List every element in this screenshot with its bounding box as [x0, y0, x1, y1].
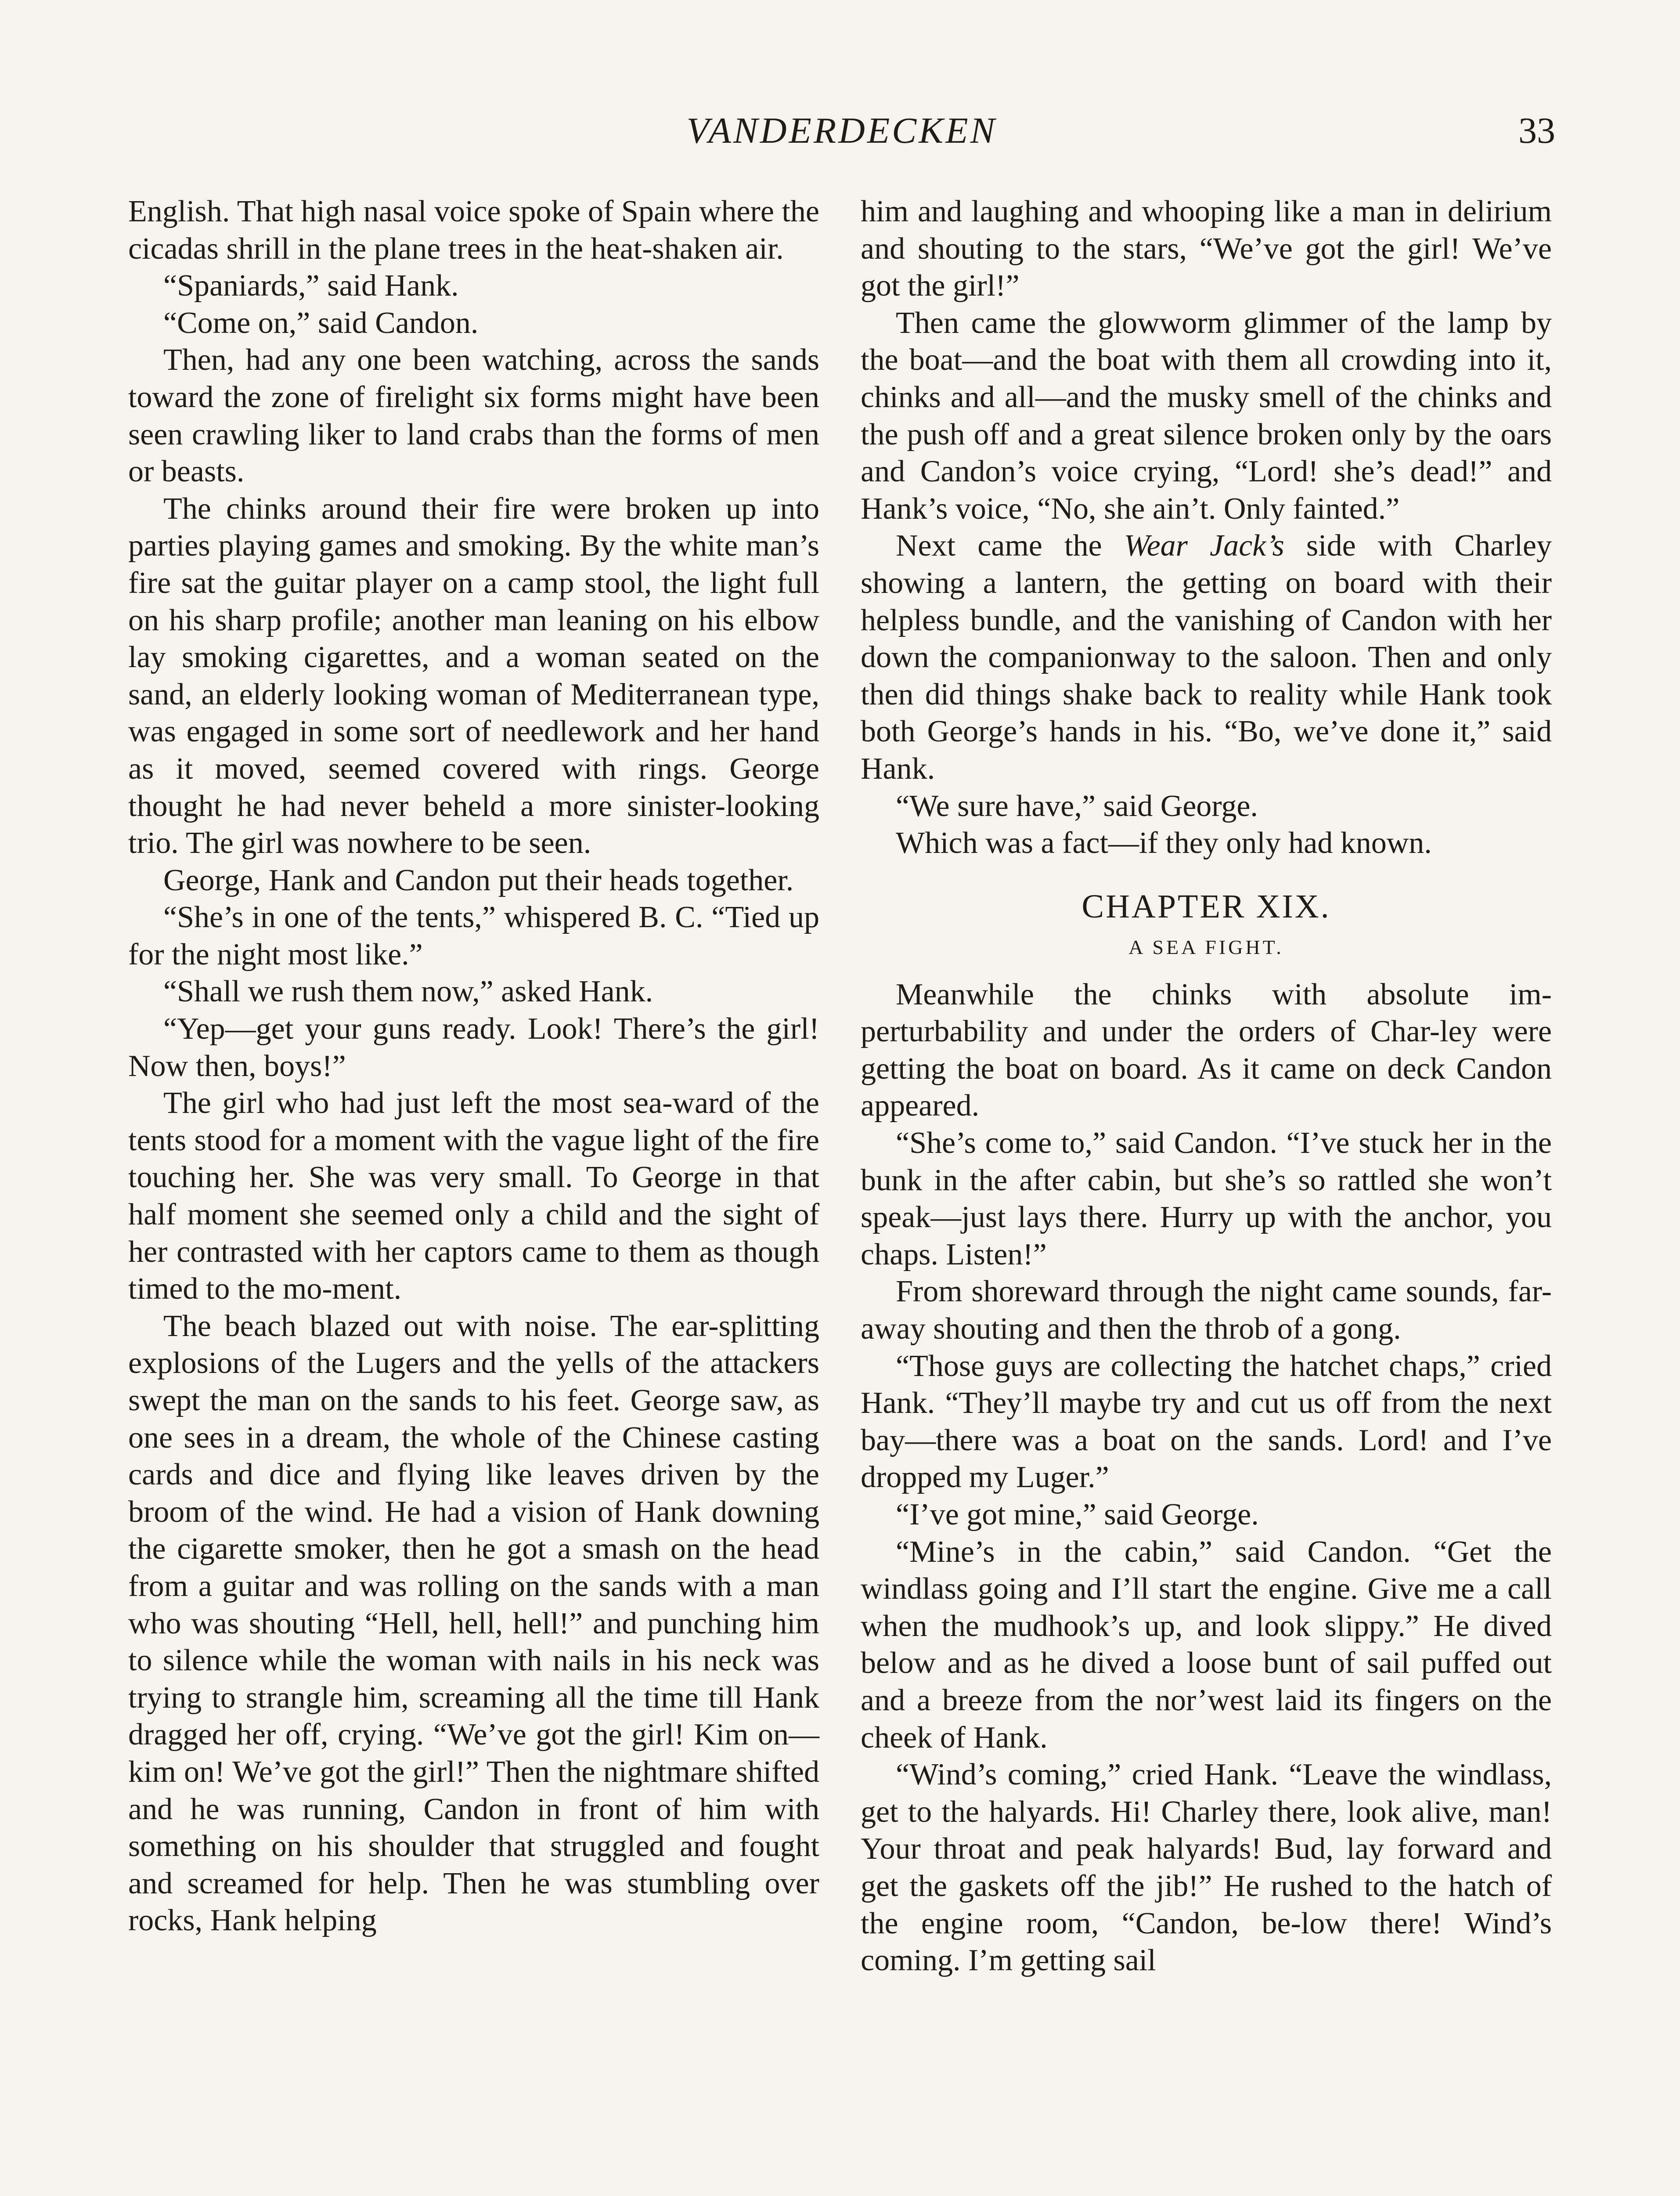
paragraph: “Come on,” said Candon.	[163, 306, 479, 340]
right-column-before-chapter	[861, 193, 1552, 862]
ship-name: Wear Jack’s	[1124, 529, 1284, 563]
paragraph: “Mine’s in the cabin,” said Candon. “Get the windlass going and I’ll start the engine. Give me a call when the mudhook’s up, and look slippy.” He dived below and as he dived a loose bunt of sail puffed out and a breeze from the nor’west laid its fingers on the cheek of Hank.	[861, 1535, 1552, 1755]
right-text-column	[861, 193, 1552, 1979]
paragraph: From shoreward through the night came sounds, far-away shouting and then the throb of a gong.	[861, 1275, 1552, 1346]
paragraph: “I’ve got mine,” said George.	[896, 1498, 1259, 1531]
paragraph	[861, 527, 1552, 787]
page-number: 33	[1518, 110, 1555, 151]
chapter-subtitle: A SEA FIGHT.	[1128, 935, 1284, 958]
paragraph: The chinks around their fire were broken up into parties playing games and smoking. By the white man’s fire sat the guitar player on a camp stool, the light full on his sharp profile; another man leaning on his elbow lay smoking cigarettes, and a woman seated on the sand, an elderly looking woman of Mediterranean type, was engaged in some sort of needlework and her hand as it moved, seemed covered with rings. George thought he had never beheld a more sinister-looking trio. The girl was nowhere to be seen.	[128, 491, 819, 860]
paragraph: “She’s in one of the tents,” whispered B. C. “Tied up for the night most like.”	[128, 900, 819, 972]
paragraph-text: Next came the	[896, 529, 1124, 563]
paragraph: Then, had any one been watching, across the sands toward the zone of firelight six forms might have been seen crawling liker to land crabs than the forms of men or beasts.	[128, 343, 819, 489]
paragraph-text: side with Charley showing a lantern, the getting on board with their helpless bundle, and the vanishing of Candon with her down the companionway to the saloon. Then and only then did things shake back to reality while Hank took both George’s hands in his. “Bo, we’ve done it,” said Hank.	[861, 529, 1552, 786]
paragraph: “Yep—get your guns ready. Look! There’s the girl! Now then, boys!”	[128, 1012, 819, 1083]
paragraph: The girl who had just left the most sea-ward of the tents stood for a moment with the vague light of the fire touching her. She was very small. To George in that half moment she seemed only a child and the sight of her contrasted with her captors came to them as though timed to the mo-ment.	[128, 1086, 819, 1306]
paragraph: George, Hank and Candon put their heads together.	[163, 863, 794, 897]
paragraph: “Wind’s coming,” cried Hank. “Leave the windlass, get to the halyards. Hi! Charley there, look alive, man! Your throat and peak halyards! Bud, lay forward and get the gaskets off the jib!” He rushed to the hatch of the engine room, “Candon, be-low there! Wind’s coming. I’m getting sail	[861, 1758, 1552, 1978]
paragraph: “She’s come to,” said Candon. “I’ve stuck her in the bunk in the after cabin, but she’s so rattled she won’t speak—just lays there. Hurry up with the anchor, you chaps. Listen!”	[861, 1126, 1552, 1271]
chapter-heading: CHAPTER XIX.	[1082, 888, 1331, 925]
running-title: VANDERDECKEN	[686, 110, 997, 151]
paragraph: “We sure have,” said George.	[896, 789, 1258, 823]
page-header	[128, 109, 1555, 162]
paragraph: him and laughing and whooping like a man in delirium and shouting to the stars, “We’ve got the girl! We’ve got the girl!”	[861, 195, 1552, 303]
paragraph: “Spaniards,” said Hank.	[163, 269, 459, 303]
paragraph: Which was a fact—if they only had known.	[896, 826, 1432, 860]
paragraph: “Those guys are collecting the hatchet chaps,” cried Hank. “They’ll maybe try and cut us off from the next bay—there was a boat on the sands. Lord! and I’ve dropped my Luger.”	[861, 1349, 1552, 1495]
right-column-after-chapter	[861, 976, 1552, 1979]
paragraph: Meanwhile the chinks with absolute im-perturbability and under the orders of Char-ley were getting the boat on board. As it came on deck Candon appeared.	[861, 977, 1552, 1123]
left-text-column	[128, 193, 819, 1940]
paragraph: Then came the glowworm glimmer of the lamp by the boat—and the boat with them all crowding into it, chinks and all—and the musky smell of the chinks and the push off and a great silence broken only by the oars and Candon’s voice crying, “Lord! she’s dead!” and Hank’s voice, “No, she ain’t. Only fainted.”	[861, 306, 1552, 526]
paragraph: The beach blazed out with noise. The ear-splitting explosions of the Lugers and the yells of the attackers swept the man on the sands to his feet. George saw, as one sees in a dream, the whole of the Chinese casting cards and dice and flying like leaves driven by the broom of the wind. He had a vision of Hank downing the cigarette smoker, then he got a smash on the head from a guitar and was rolling on the sands with a man who was shouting “Hell, hell, hell!” and punching him to silence while the woman with nails in his neck was trying to strangle him, screaming all the time till Hank dragged her off, crying. “We’ve got the girl! Kim on—kim on! We’ve got the girl!” Then the nightmare shifted and he was running, Candon in front of him with something on his shoulder that struggled and fought and screamed for help. Then he was stumbling over rocks, Hank helping	[128, 1309, 819, 1938]
paragraph: English. That high nasal voice spoke of Spain where the cicadas shrill in the plane trees in the heat-shaken air.	[128, 195, 819, 266]
paragraph: “Shall we rush them now,” asked Hank.	[163, 975, 653, 1009]
